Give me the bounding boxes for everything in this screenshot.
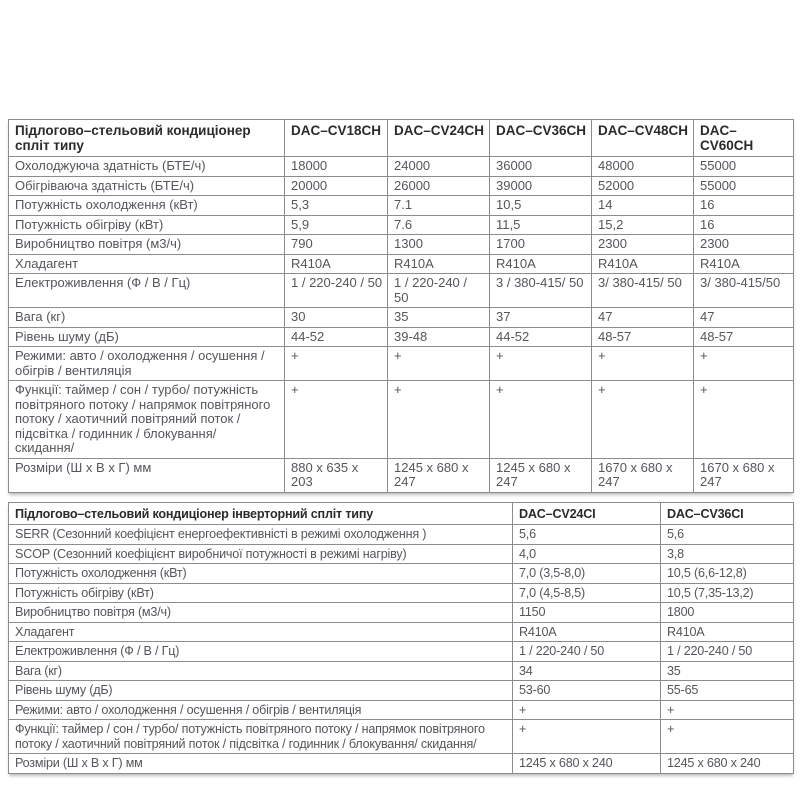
table-row [9,347,794,381]
cell-value: 52000 [592,176,694,196]
cell-value: 790 [285,235,388,255]
cell-value: 11,5 [490,215,592,235]
table-row [9,583,794,603]
model-column-header: DAC–CV48CH [592,120,694,157]
cell-value: 7.6 [388,215,490,235]
cell-value: R410A [285,254,388,274]
cell-value: 5,6 [661,525,794,545]
table-row [9,235,794,255]
cell-value: 55-65 [661,681,794,701]
row-label: Охолоджуюча здатність (БТЕ/ч) [9,157,285,177]
cell-value: 3/ 380-415/ 50 [592,274,694,308]
table-row [9,525,794,545]
cell-value: 1700 [490,235,592,255]
model-column-header: DAC–CV60CH [694,120,794,157]
table-row [9,381,794,459]
cell-value: R410A [694,254,794,274]
cell-value: + [513,700,661,720]
model-column-header: DAC–CV18CH [285,120,388,157]
row-label: Електроживлення (Ф / В / Гц) [9,274,285,308]
row-label: SERR (Сезонний коефіцієнт енергоефективністі в режимі охолодження ) [9,525,513,545]
cell-value: 10,5 (6,6-12,8) [661,564,794,584]
table-row [9,544,794,564]
table-title: Підлогово–стельовий кондиціонер інверторний спліт типу [9,502,513,525]
cell-value: 16 [694,215,794,235]
cell-value: R410A [490,254,592,274]
table-row [9,215,794,235]
cell-value: 1 / 220-240 / 50 [661,642,794,662]
cell-value: 37 [490,308,592,328]
cell-value: 4,0 [513,544,661,564]
split-type-spec-table [8,119,794,493]
cell-value: + [661,720,794,754]
cell-value: + [592,381,694,459]
row-label: Вага (кг) [9,308,285,328]
cell-value: + [592,347,694,381]
cell-value: 10,5 [490,196,592,216]
row-label: SCOP (Сезонний коефіцієнт виробничої потужності в режимі нагріву) [9,544,513,564]
cell-value: R410A [388,254,490,274]
cell-value: R410A [513,622,661,642]
cell-value: 44-52 [490,327,592,347]
cell-value: + [661,700,794,720]
row-label: Рівень шуму (дБ) [9,327,285,347]
cell-value: 20000 [285,176,388,196]
cell-value: 5,9 [285,215,388,235]
cell-value: 55000 [694,157,794,177]
table-row [9,622,794,642]
model-column-header: DAC–CV36CI [661,502,794,525]
cell-value: 1300 [388,235,490,255]
cell-value: 880 x 635 x 203 [285,458,388,492]
cell-value: 7,0 (4,5-8,5) [513,583,661,603]
cell-value: 44-52 [285,327,388,347]
cell-value: 1245 x 680 x 247 [388,458,490,492]
row-label: Режими: авто / охолодження / осушення / обігрів / вентиляція [9,347,285,381]
cell-value: 2300 [592,235,694,255]
cell-value: 26000 [388,176,490,196]
cell-value: 53-60 [513,681,661,701]
cell-value: + [490,381,592,459]
row-label: Виробництво повітря (м3/ч) [9,235,285,255]
row-label: Розміри (Ш х В х Г) мм [9,458,285,492]
row-label: Функції: таймер / сон / турбо/ потужність повітряного потоку / напрямок повітряного потоку / хаотичний повітряний поток / підсвітка / годинник / блокування/ скидання/ [9,381,285,459]
table-row [9,681,794,701]
row-label: Електроживлення (Ф / В / Гц) [9,642,513,662]
cell-value: 35 [388,308,490,328]
cell-value: 39-48 [388,327,490,347]
row-label: Розміри (Ш х В х Г) мм [9,754,513,774]
cell-value: 30 [285,308,388,328]
cell-value: 14 [592,196,694,216]
row-label: Функції: таймер / сон / турбо/ потужність повітряного потоку / напрямок повітряного потоку / хаотичний повітряний поток / підсвітка / годинник / блокування/ скидання/ [9,720,513,754]
cell-value: 5,6 [513,525,661,545]
row-label: Потужність обігріву (кВт) [9,583,513,603]
cell-value: 2300 [694,235,794,255]
table-row [9,327,794,347]
cell-value: + [513,720,661,754]
cell-value: 16 [694,196,794,216]
cell-value: 10,5 (7,35-13,2) [661,583,794,603]
row-label: Рівень шуму (дБ) [9,681,513,701]
cell-value: 7,0 (3,5-8,0) [513,564,661,584]
table-row [9,661,794,681]
table-row [9,564,794,584]
row-label: Потужність обігріву (кВт) [9,215,285,235]
model-column-header: DAC–CV24CI [513,502,661,525]
cell-value: 48000 [592,157,694,177]
cell-value: 15,2 [592,215,694,235]
row-label: Виробництво повітря (м3/ч) [9,603,513,623]
table-row [9,254,794,274]
table-row [9,700,794,720]
cell-value: 39000 [490,176,592,196]
cell-value: R410A [592,254,694,274]
cell-value: 1 / 220-240 / 50 [513,642,661,662]
table-row [9,720,794,754]
row-label: Вага (кг) [9,661,513,681]
cell-value: + [285,381,388,459]
cell-value: 1245 x 680 x 247 [490,458,592,492]
cell-value: 24000 [388,157,490,177]
cell-value: + [694,381,794,459]
cell-value: 3 / 380-415/ 50 [490,274,592,308]
cell-value: 1 / 220-240 / 50 [285,274,388,308]
cell-value: 1150 [513,603,661,623]
cell-value: + [388,381,490,459]
cell-value: 35 [661,661,794,681]
table-row [9,754,794,774]
cell-value: 48-57 [694,327,794,347]
cell-value: 1245 x 680 x 240 [661,754,794,774]
table-header-row [9,120,794,157]
model-column-header: DAC–CV24CH [388,120,490,157]
row-label: Хладагент [9,622,513,642]
cell-value: 47 [592,308,694,328]
row-label: Обігріваюча здатність (БТЕ/ч) [9,176,285,196]
table-row [9,274,794,308]
cell-value: 1670 x 680 x 247 [592,458,694,492]
cell-value: 47 [694,308,794,328]
table-row [9,458,794,492]
table-row [9,642,794,662]
row-label: Хладагент [9,254,285,274]
table-row [9,308,794,328]
cell-value: 48-57 [592,327,694,347]
cell-value: 36000 [490,157,592,177]
model-column-header: DAC–CV36CH [490,120,592,157]
table-row [9,176,794,196]
table-row [9,157,794,177]
cell-value: + [694,347,794,381]
table-header-row [9,502,794,525]
cell-value: + [388,347,490,381]
cell-value: 3/ 380-415/50 [694,274,794,308]
cell-value: 1245 x 680 x 240 [513,754,661,774]
row-label: Потужність охолодження (кВт) [9,564,513,584]
cell-value: 5,3 [285,196,388,216]
inverter-split-type-spec-table [8,502,794,774]
cell-value: + [490,347,592,381]
cell-value: 1800 [661,603,794,623]
cell-value: 34 [513,661,661,681]
cell-value: 1670 x 680 x 247 [694,458,794,492]
table-row [9,603,794,623]
cell-value: 1 / 220-240 / 50 [388,274,490,308]
cell-value: 7.1 [388,196,490,216]
table-title: Підлогово–стельовий кондиціонер спліт типу [9,120,285,157]
cell-value: 18000 [285,157,388,177]
cell-value: 3,8 [661,544,794,564]
table-row [9,196,794,216]
row-label: Режими: авто / охолодження / осушення / обігрів / вентиляція [9,700,513,720]
cell-value: 55000 [694,176,794,196]
cell-value: + [285,347,388,381]
cell-value: R410A [661,622,794,642]
row-label: Потужність охолодження (кВт) [9,196,285,216]
